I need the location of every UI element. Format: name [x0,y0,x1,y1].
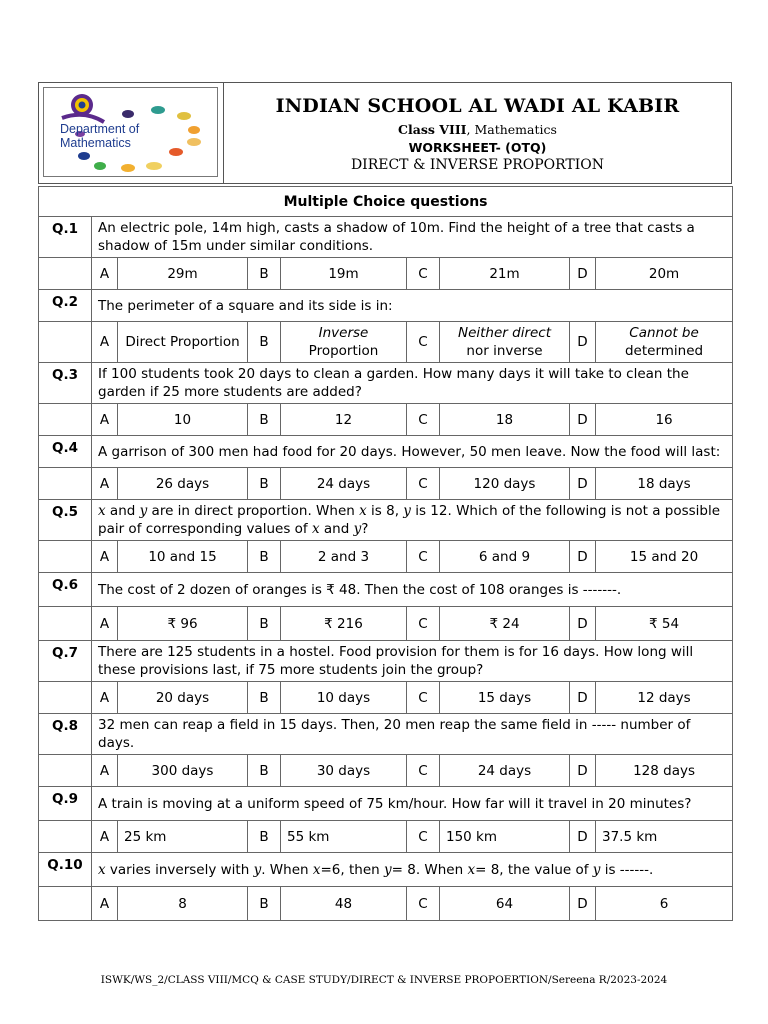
class-label: Class VIII [398,122,467,137]
option-answer [440,322,570,363]
option-letter: D [570,541,596,573]
question-text-part: are in direct proportion. When [147,503,360,519]
math-variable: x [311,521,320,537]
question-number: Q.7 [39,641,92,682]
option-answer: 2 and 3 [281,541,407,573]
question-number: Q.9 [39,787,92,821]
question-text: 32 men can reap a field in 15 days. Then, 20 men reap the same field in ----- number of days. [92,714,733,755]
question-text-part: and [319,521,354,537]
options-spacer [39,468,92,500]
math-variable: x [312,861,321,878]
question-text: If 100 students took 20 days to clean a garden. How many days it will take to clean the garden if 25 more students are added? [92,363,733,404]
question-text: The cost of 2 dozen of oranges is ₹ 48. Then the cost of 108 oranges is -------. [92,573,733,607]
option-letter: B [248,887,281,921]
option-letter: B [248,468,281,500]
math-variable: y [403,503,411,519]
options-spacer [39,887,92,921]
question-row [39,436,733,468]
option-letter: D [570,607,596,641]
option-letter: C [407,322,440,363]
option-answer [596,322,733,363]
option-answer [281,322,407,363]
question-number: Q.3 [39,363,92,404]
option-answer-line2: nor inverse [466,343,543,359]
mcq-table [38,186,733,921]
question-number: Q.8 [39,714,92,755]
title-block [224,83,731,183]
question-number: Q.10 [39,853,92,887]
option-answer: 12 days [596,682,733,714]
logo-text-line1: Department of [60,122,140,136]
question-text: The perimeter of a square and its side is in: [92,290,733,322]
question-number: Q.6 [39,573,92,607]
question-text-part: and [105,503,140,519]
question-row [39,217,733,258]
option-answer: 29m [118,258,248,290]
logo-cell [39,83,224,183]
option-letter: C [407,468,440,500]
option-letter: B [248,607,281,641]
options-spacer [39,607,92,641]
option-letter: A [92,322,118,363]
math-variable: x [359,503,367,519]
option-answer-line1: Inverse [318,325,369,341]
options-row [39,821,733,853]
question-row [39,290,733,322]
section-title: Multiple Choice questions [39,187,733,217]
question-row [39,641,733,682]
option-answer-line2: Proportion [308,343,379,359]
question-text-part: ? [361,521,369,537]
school-name: INDIAN SCHOOL AL WADI AL KABIR [275,95,680,117]
option-letter: D [570,682,596,714]
option-letter: D [570,821,596,853]
option-letter: A [92,541,118,573]
option-answer: 15 days [440,682,570,714]
option-answer: 20m [596,258,733,290]
math-variable: x [98,861,106,878]
department-logo [43,87,218,177]
option-answer: 8 [118,887,248,921]
math-variable: y [353,521,362,537]
question-row [39,853,733,887]
option-answer: ₹ 54 [596,607,733,641]
math-variable: y [139,503,148,519]
option-answer: 18 days [596,468,733,500]
option-letter: A [92,607,118,641]
mcq-table-body [39,187,733,921]
option-answer: 300 days [118,755,248,787]
question-text-part: =6, then [320,861,384,878]
option-letter: C [407,404,440,436]
option-letter: A [92,404,118,436]
question-number: Q.1 [39,217,92,258]
question-row [39,500,733,541]
options-spacer [39,322,92,363]
option-answer: 30 days [281,755,407,787]
option-letter: D [570,887,596,921]
option-answer: 128 days [596,755,733,787]
question-text-part: = 8, the value of [475,861,593,878]
question-text-part: is 8, [366,503,404,519]
option-answer: 6 and 9 [440,541,570,573]
option-answer: ₹ 96 [118,607,248,641]
option-letter: C [407,541,440,573]
options-row [39,258,733,290]
option-answer: 26 days [118,468,248,500]
options-row [39,887,733,921]
options-spacer [39,821,92,853]
topic-title: DIRECT & INVERSE PROPORTION [350,157,605,173]
option-answer-line2: determined [624,343,704,359]
option-letter: D [570,468,596,500]
question-number: Q.4 [39,436,92,468]
option-answer: 24 days [281,468,407,500]
option-answer: 20 days [118,682,248,714]
subject-label: , Mathematics [466,122,557,137]
option-letter: D [570,755,596,787]
options-row [39,682,733,714]
math-variable: y [592,861,601,878]
option-answer-line1: Neither direct [457,325,552,341]
option-letter: B [248,682,281,714]
question-text-part: is ------. [600,861,654,878]
option-letter: A [92,258,118,290]
option-letter: C [407,682,440,714]
math-variable: x [467,861,476,878]
option-answer: 25 km [118,821,248,853]
option-answer: 64 [440,887,570,921]
option-answer: ₹ 216 [281,607,407,641]
option-letter: B [248,541,281,573]
option-answer: 10 days [281,682,407,714]
math-variable: y [253,861,262,878]
option-letter: A [92,755,118,787]
option-answer: 6 [596,887,733,921]
option-answer: 150 km [440,821,570,853]
option-answer: ₹ 24 [440,607,570,641]
math-variable: y [383,861,392,878]
option-answer: 48 [281,887,407,921]
option-letter: A [92,468,118,500]
options-row [39,404,733,436]
option-letter: B [248,404,281,436]
option-letter: C [407,755,440,787]
option-letter: A [92,682,118,714]
option-answer: 12 [281,404,407,436]
option-letter: B [248,258,281,290]
class-subject [224,122,731,137]
question-text-part: is 12. Which of the following is not a possible pair of corresponding values of [98,503,721,537]
option-letter: C [407,258,440,290]
question-text: A garrison of 300 men had food for 20 days. However, 50 men leave. Now the food will last: [92,436,733,468]
question-text: A train is moving at a uniform speed of 75 km/hour. How far will it travel in 20 minutes? [92,787,733,821]
question-text: An electric pole, 14m high, casts a shadow of 10m. Find the height of a tree that casts a shadow of 15m under similar conditions. [92,217,733,258]
options-row [39,607,733,641]
question-row [39,714,733,755]
option-letter: A [92,821,118,853]
option-answer: 18 [440,404,570,436]
question-text-part: varies inversely with [105,861,254,878]
option-answer: 24 days [440,755,570,787]
worksheet-title: WORKSHEET- (OTQ) [408,140,547,155]
option-answer: 55 km [281,821,407,853]
options-row [39,755,733,787]
option-letter: D [570,404,596,436]
options-spacer [39,755,92,787]
options-spacer [39,258,92,290]
option-letter: D [570,258,596,290]
option-answer-line1: Cannot be [629,325,699,341]
question-text-part: = 8. When [391,861,468,878]
options-spacer [39,682,92,714]
option-answer: 10 and 15 [118,541,248,573]
question-number: Q.5 [39,500,92,541]
option-letter: C [407,607,440,641]
option-answer: 15 and 20 [596,541,733,573]
question-text [92,853,733,887]
option-answer: 21m [440,258,570,290]
option-letter: C [407,821,440,853]
option-answer: 10 [118,404,248,436]
option-letter: B [248,821,281,853]
question-text-part: . When [261,861,313,878]
question-text [92,500,733,541]
math-variable: x [98,503,106,519]
question-text: There are 125 students in a hostel. Food provision for them is for 16 days. How long will these provisions last, if 75 more students join the group? [92,641,733,682]
page-footer: ISWK/WS_2/CLASS VIII/MCQ & CASE STUDY/DIRECT & INVERSE PROPOERTION/Sereena R/2023-2024 [100,974,668,986]
worksheet-header [38,82,732,184]
option-letter: C [407,887,440,921]
option-letter: D [570,322,596,363]
options-row [39,322,733,363]
option-answer: 37.5 km [596,821,733,853]
options-spacer [39,404,92,436]
question-row [39,573,733,607]
option-answer: 19m [281,258,407,290]
option-answer: 16 [596,404,733,436]
logo-text-line2: Mathematics [60,136,131,150]
option-answer: Direct Proportion [118,322,248,363]
option-letter: B [248,755,281,787]
question-row [39,363,733,404]
option-letter: B [248,322,281,363]
options-row [39,541,733,573]
question-number: Q.2 [39,290,92,322]
options-spacer [39,541,92,573]
options-row [39,468,733,500]
option-letter: A [92,887,118,921]
option-answer: 120 days [440,468,570,500]
question-row [39,787,733,821]
